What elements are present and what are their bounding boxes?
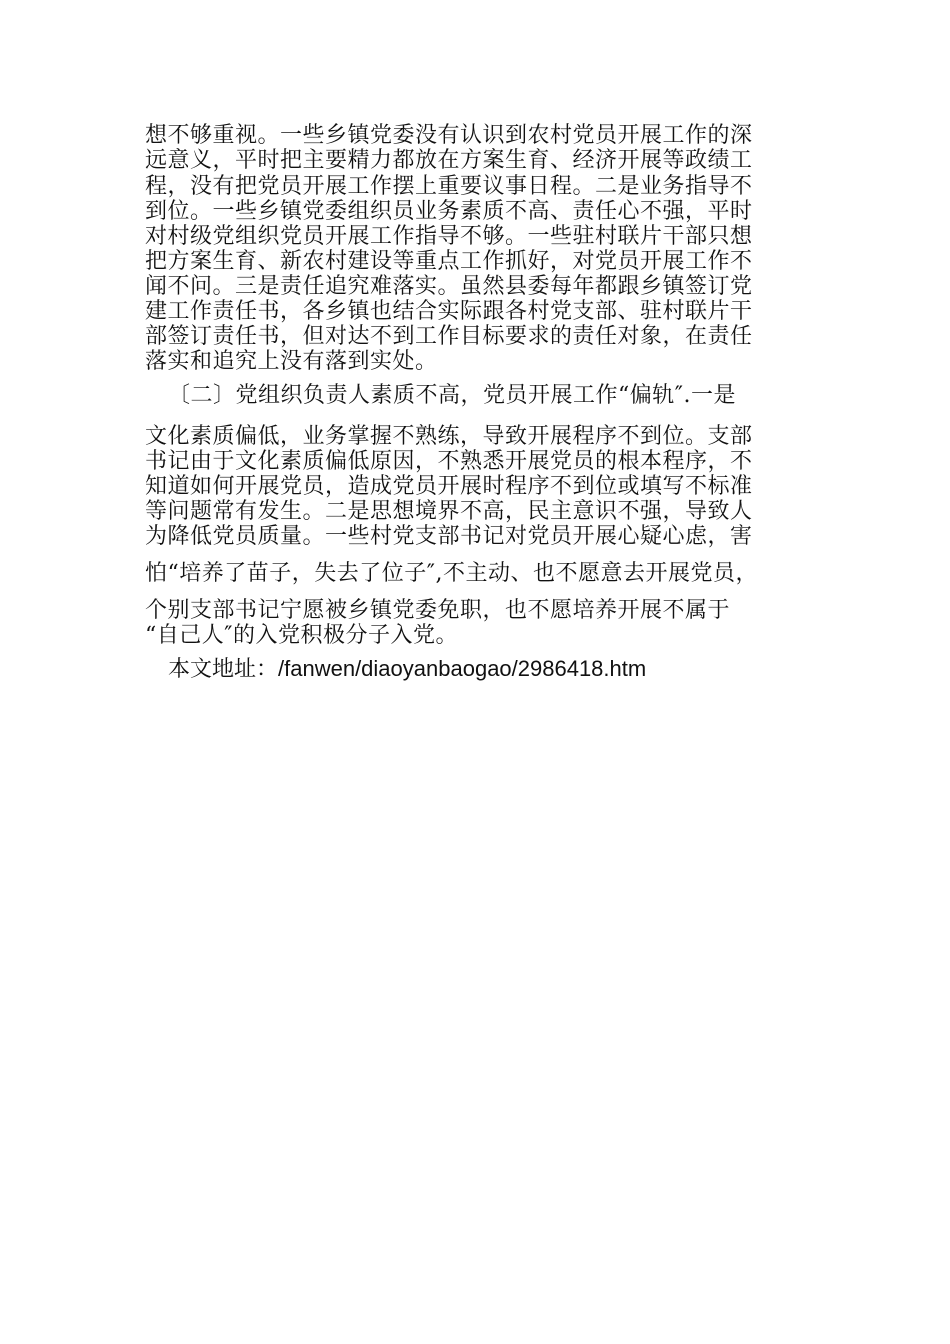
paragraph-2-line-1: 文化素质偏低，业务掌握不熟练，导致开展程序不到位。支部 <box>145 424 753 449</box>
url-label: 本文地址： <box>168 656 279 681</box>
paragraph-1-line-7: 闻不问。三是责任追究难落实。虽然县委每年都跟乡镇签订党 <box>145 274 753 299</box>
paragraph-2-line-2: 书记由于文化素质偏低原因，不熟悉开展党员的根本程序，不 <box>145 449 753 474</box>
paragraph-1-line-8: 建工作责任书，各乡镇也结合实际跟各村党支部、驻村联片干 <box>145 299 753 324</box>
paragraph-1-line-1: 想不够重视。一些乡镇党委没有认识到农村党员开展工作的深 <box>145 123 753 148</box>
paragraph-2-heading: 〔二〕党组织负责人素质不高，党员开展工作“偏轨″.一是 <box>168 383 736 408</box>
paragraph-1-line-9: 部签订责任书，但对达不到工作目标要求的责任对象，在责任 <box>145 324 753 349</box>
paragraph-2-line-3: 知道如何开展党员，造成党员开展时程序不到位或填写不标准 <box>145 474 753 499</box>
paragraph-1-line-2: 远意义，平时把主要精力都放在方案生育、经济开展等政绩工 <box>145 148 753 173</box>
paragraph-2-line-8: “自己人″的入党积极分子入党。 <box>145 623 458 648</box>
paragraph-1-line-4: 到位。一些乡镇党委组织员业务素质不高、责任心不强，平时 <box>145 199 753 224</box>
paragraph-2-line-4: 等问题常有发生。二是思想境界不高，民主意识不强，导致人 <box>145 499 753 524</box>
paragraph-1-line-5: 对村级党组织党员开展工作指导不够。一些驻村联片干部只想 <box>145 224 753 249</box>
url-value: /fanwen/diaoyanbaogao/2986418.htm <box>278 656 647 681</box>
article-url <box>168 657 646 681</box>
paragraph-1-line-3: 程，没有把党员开展工作摆上重要议事日程。二是业务指导不 <box>145 174 753 199</box>
paragraph-2-line-7: 个别支部书记宁愿被乡镇党委免职，也不愿培养开展不属于 <box>145 598 731 623</box>
paragraph-1-line-10: 落实和追究上没有落到实处。 <box>145 349 438 374</box>
paragraph-2-line-5: 为降低党员质量。一些村党支部书记对党员开展心疑心虑，害 <box>145 524 753 549</box>
paragraph-2-line-6: 怕“培养了苗子，失去了位子″,不主动、也不愿意去开展党员， <box>145 561 758 586</box>
paragraph-1-line-6: 把方案生育、新农村建设等重点工作抓好，对党员开展工作不 <box>145 249 753 274</box>
